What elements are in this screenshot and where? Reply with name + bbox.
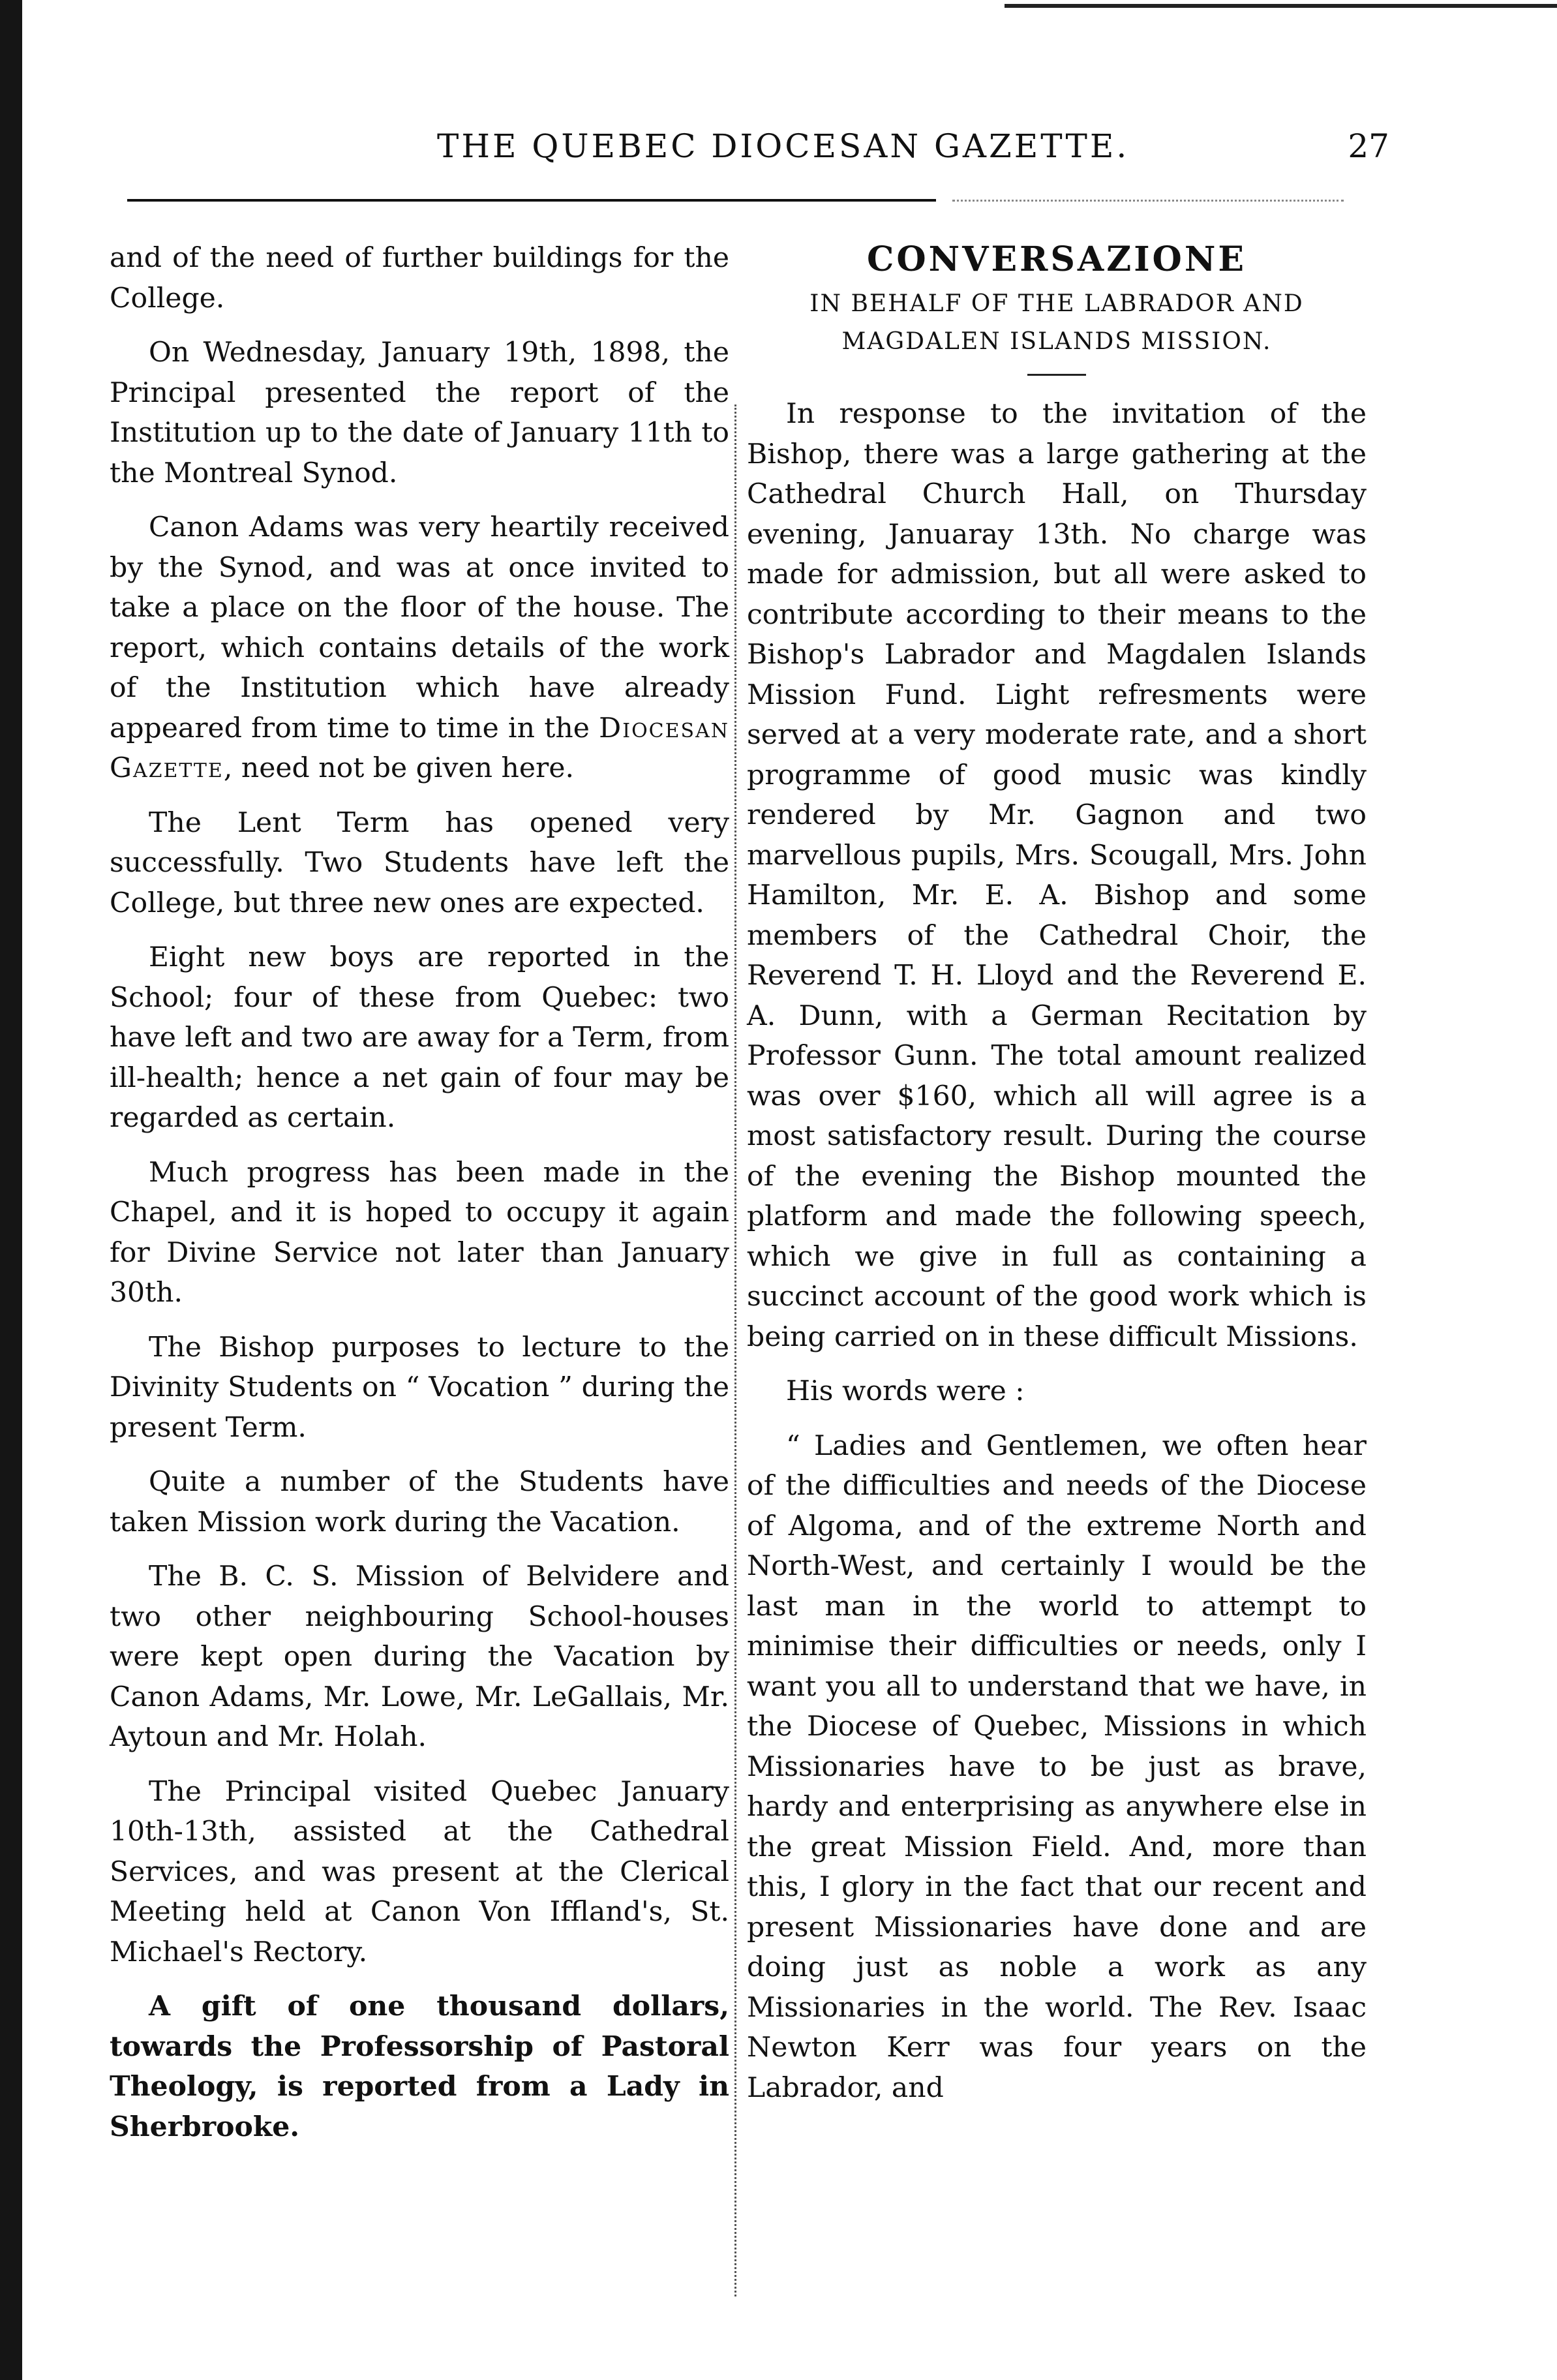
page-number: 27 [1348,127,1389,165]
paragraph: and of the need of further buildings for the College. [110,242,729,314]
right-column [747,238,1367,2122]
paragraph: His words were : [786,1375,1025,1407]
paragraph: The Lent Term has opened very successfully. Two Students have left the College, but three new ones are expected. [110,806,729,919]
scan-edge [0,0,22,2380]
section-subtitle: IN BEHALF OF THE LABRADOR AND [809,290,1304,317]
gazette-name: Diocesan Gazette [110,712,729,784]
page-header [98,127,1389,179]
paragraph: The Principal visited Quebec January 10th-13th, assisted at the Cathedral Services, and was present at the Clerical Meeting held at Canon Von Iffland's, St. Michael's Rectory. [110,1775,729,1968]
paragraph: “ Ladies and Gentlemen, we often hear of the difficulties and needs of the Diocese of Algoma, and of the extreme North and North-West, and certainly I would be the last man in the world to attempt to minimise their difficulties or needs, only I want you all to understand that we have, in the Diocese of Quebec, Missions in which Missionaries have to be just as brave, hardy and enterprising as anywhere else in the great Mission Field. And, more than this, I glory in the fact that our recent and present Missionaries have done and are doing just as noble a work as any Missionaries in the world. The Rev. Isaac Newton Kerr was four years on the Labrador, and [747,1429,1367,2104]
short-rule [1027,374,1086,376]
section-subtitle: MAGDALEN ISLANDS MISSION. [841,328,1272,355]
paragraph: On Wednesday, January 19th, 1898, the Principal presented the report of the Institution up to the date of January 11th to the Montreal Synod. [110,337,729,489]
header-rule [127,199,936,202]
paragraph: The B. C. S. Mission of Belvidere and two other neighbouring School-houses were kept open during the Vacation by Canon Adams, Mr. Lowe, Mr. LeGallais, Mr. Aytoun and Mr. Holah. [110,1561,729,1753]
paragraph: The Bishop purposes to lecture to the Divinity Students on “ Vocation ” during the present Term. [110,1331,729,1444]
running-title: THE QUEBEC DIOCESAN GAZETTE. [437,127,1130,165]
section-title: CONVERSAZIONE [866,239,1247,279]
paragraph: Quite a number of the Students have taken Mission work during the Vacation. [110,1466,729,1538]
top-rule [1005,4,1557,8]
paragraph-text: , need not be given here. [223,752,575,784]
column-divider [734,404,738,2296]
paragraph: Much progress has been made in the Chapel, and it is hoped to occupy it again for Divine Service not later than January 30th. [110,1156,729,1309]
paragraph: Eight new boys are reported in the School; four of these from Quebec: two have left and two are away for a Term, from ill-health; hence a net gain of four may be regarded as certain. [110,941,729,1134]
paragraph: A gift of one thousand dollars, towards the Professorship of Pastoral Theology, is reported from a Lady in Sherbrooke. [110,1990,729,2143]
left-column [110,238,729,2161]
paragraph [110,508,729,789]
paragraph-text: Canon Adams was very heartily received by the Synod, and was at once invited to take a place on the floor of the house. The report, which contains details of the work of the Institution which have already appeared from time to time in the [110,511,729,744]
paragraph: In response to the invitation of the Bishop, there was a large gathering at the Cathedral Church Hall, on Thursday evening, Januaray 13th. No charge was made for admission, but all were asked to contribute according to their means to the Bishop's Labrador and Magdalen Islands Mission Fund. Light refresments were served at a very moderate rate, and a short programme of good music was kindly rendered by Mr. Gagnon and two marvellous pupils, Mrs. Scougall, Mrs. John Hamilton, Mr. E. A. Bishop and some members of the Cathedral Choir, the Reverend T. H. Lloyd and the Reverend E. A. Dunn, with a German Recitation by Professor Gunn. The total amount realized was over $160, which all will agree is a most satisfactory result. During the course of the evening the Bishop mounted the platform and made the following speech, which we give in full as containing a succinct account of the good work which is being carried on in these difficult Missions. [747,398,1367,1353]
header-rule-faint [952,200,1344,203]
